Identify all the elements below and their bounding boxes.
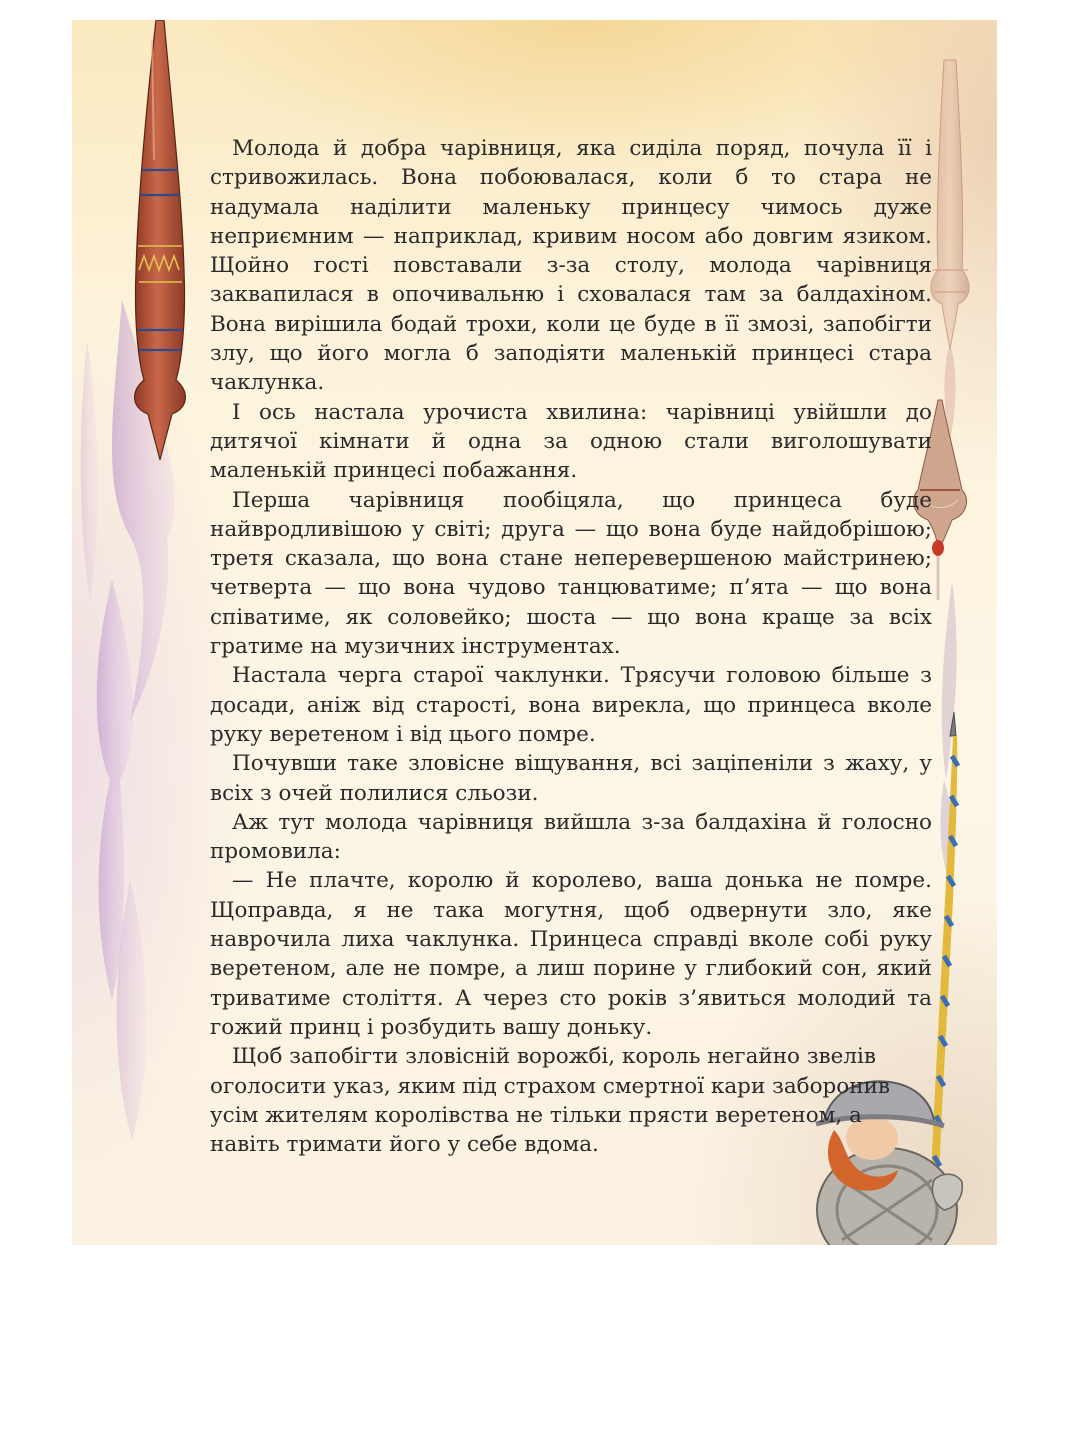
book-page: [72, 20, 997, 1245]
paragraph: Перша чарівниця пообіцяла, що принцеса буде найвродливішою у світі; друга — що вона буде найдобрішою; третя сказала, що вона стане неперевершеною майстринею; четверта — що вона чудово танцюватиме; п’ята — що вона співатиме, як соловейко; шоста — що вона краще за всіх гратиме на музичних інструментах.: [210, 487, 932, 660]
paragraph: Молода й добра чарівниця, яка сиділа поряд, почула її і стривожилась. Вона побоювалася, коли б то стара не надумала наділити маленьку принцесу чимось дуже неприємним — наприклад, кривим носом або довгим язиком. Щойно гості повставали з-за столу, молода чарівниця заквапилася в опочивальню і сховалася там за балдахіном. Вона вирішила бодай трохи, коли це буде в її змозі, запобігти злу, що його могла б заподіяти маленькій принцесі стара чаклунка.: [210, 136, 932, 396]
paragraph: — Не плачте, королю й королево, ваша донька не помре. Щоправда, я не така могутня, щоб одвернути зло, яке наврочила лиха чаклунка. Принцеса справді вколе собі руку веретеном, але не помре, а лиш порине у глибокий сон, який триватиме століття. А через сто років з’явиться молодий та гожий принц і розбудить вашу доньку.: [210, 868, 932, 1040]
paragraph: Почувши таке зловісне віщування, всі заціпеніли з жаху, у всіх з очей полилися сльози.: [210, 751, 932, 806]
spindle-icon: [931, 60, 969, 440]
paragraph: Настала черга старої чаклунки. Трясучи головою більше з досади, аніж від старості, вона вирекла, що принцеса вколе руку веретеном і від цього помре.: [210, 663, 932, 747]
paragraph: І ось настала урочиста хвилина: чарівниці увійшли до дитячої кімнати й одна за одною стали виголошувати маленькій принцесі побажання.: [210, 399, 932, 484]
story-text: [210, 134, 932, 1159]
paragraph: Аж тут молода чарівниця вийшла з-за балдахіна й голосно промовила:: [210, 809, 932, 865]
spindle-icon: [135, 20, 186, 460]
paragraph: Щоб запобігти зловісній ворожбі, король негайно звелів оголосити указ, яким під страхом смертної кари заборонив усім жителям королівства не тільки прясти веретеном, а навіть тримати його у себе вдома.: [210, 1044, 891, 1158]
